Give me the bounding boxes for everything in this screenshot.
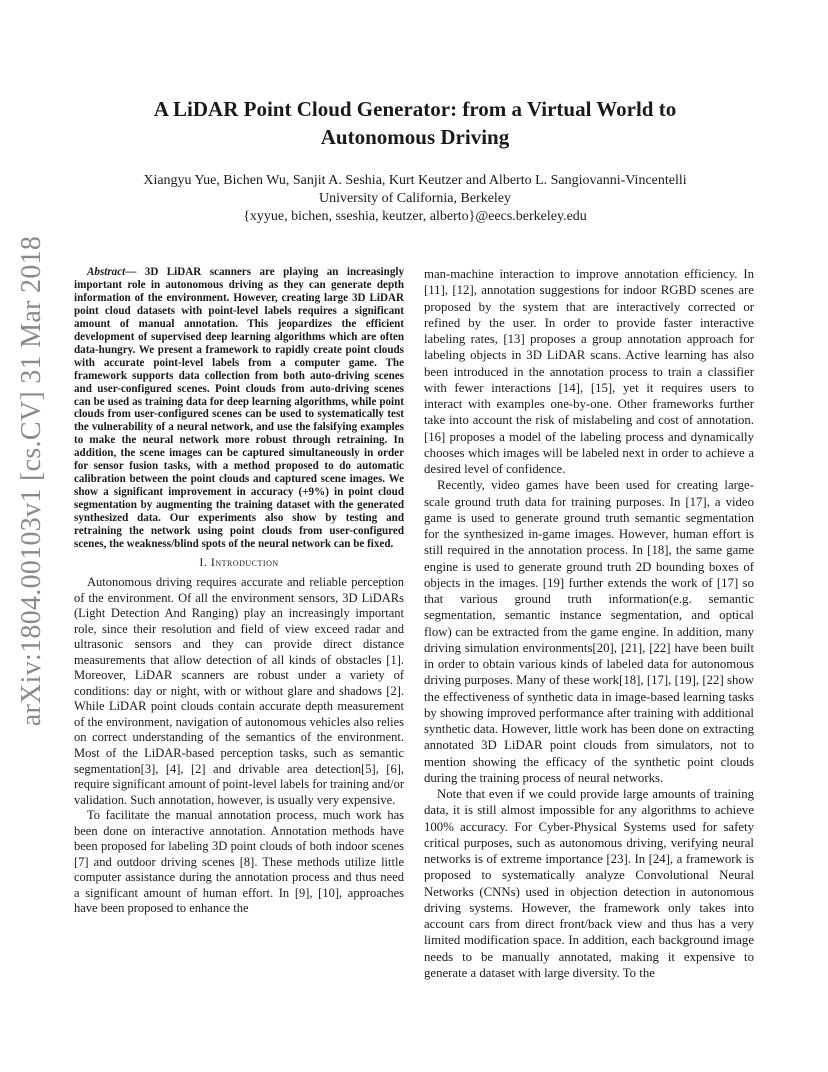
author-emails: {xyyue, bichen, sseshia, keutzer, alberto}@eecs.berkeley.edu <box>243 209 587 224</box>
body-paragraph: To facilitate the manual annotation process, much work has been done on interactive annotation. Annotation methods have been proposed for labeling 3D point clouds of both indoor scenes [7] and outdoor driving scenes [8]. These methods utilize little computer assistance during the annotation process and thus need a significant amount of human effort. In [9], [10], approaches have been proposed to enhance the <box>74 808 404 916</box>
section-heading: I. Introduction <box>199 554 279 569</box>
abstract-label: Abstract <box>87 266 126 278</box>
author-block <box>60 172 770 226</box>
body-paragraph: Note that even if we could provide large amounts of training data, it is still almost impossible for any algorithms to achieve 100% accuracy. For Cyber-Physical Systems used for safety critical purposes, such as autonomous driving, verifying neural networks is of extreme importance [23]. In [24], a framework is proposed to systematically analyze Convolutional Neural Networks (CNNs) used in objection detection in autonomous driving systems. However, the framework only takes into account cars from direct front/back view and thus has a very limited modification space. In addition, each background image needs to be manually annotated, making it expensive to generate a dataset with large diversity. To the <box>424 787 754 980</box>
paper-title: A LiDAR Point Cloud Generator: from a Virtual World to Autonomous Driving <box>153 97 677 149</box>
left-column <box>74 266 404 917</box>
author-names: Xiangyu Yue, Bichen Wu, Sanjit A. Seshia, Kurt Keutzer and Alberto L. Sangiovanni-Vincentelli <box>143 173 687 188</box>
body-paragraph: Recently, video games have been used for creating large-scale ground truth data for training purposes. In [17], a video game is used to generate ground truth semantic segmentation for the synthesized in-game images. However, human effort is still required in the annotation process. In [18], the same game engine is used to generate ground truth 2D bounding boxes of objects in the images. [19] further extends the work of [17] so that various ground truth information(e.g. semantic segmentation, semantic instance segmentation, and optical flow) can be extracted from the game engine. In addition, many driving simulation environments[20], [21], [22] have been built in order to obtain various kinds of labeled data for autonomous driving purposes. Many of these work[18], [17], [19], [22] show the effectiveness of synthetic data in image-based learning tasks by showing improved performance after training with additional synthetic data. However, little work has been done on extracting annotated 3D LiDAR point clouds from simulators, not to mention showing the efficacy of the synthetic point clouds during the training process of neural networks. <box>424 478 754 785</box>
abstract-dash: — <box>125 266 145 278</box>
abstract <box>74 266 404 551</box>
body-paragraph: Autonomous driving requires accurate and reliable perception of the environment. Of all the environment sensors, 3D LiDARs (Light Detection And Ranging) play an increasingly important role, since their resolution and field of view exceed radar and ultrasonic sensors and they can provide direct distance measurements that allow detection of all kinds of obstacles [1]. Moreover, LiDAR scanners are robust under a variety of conditions: day or night, with or without glare and shadows [2]. While LiDAR point clouds contain accurate depth measurement of the environment, navigation of autonomous vehicles also relies on correct understanding of the semantics of the environment. Most of the LiDAR-based perception tasks, such as semantic segmentation[3], [4], [2] and drivable area detection[5], [6], require significant amount of point-level labels for training and/or validation. Such annotation, however, is usually very expensive. <box>74 574 404 807</box>
arxiv-stamp: arXiv:1804.00103v1 [cs.CV] 31 Mar 2018 <box>16 235 47 727</box>
abstract-text: 3D LiDAR scanners are playing an increasingly important role in autonomous driving as they can generate depth information of the environment. However, creating large 3D LiDAR point cloud datasets with point-level labels requires a significant amount of manual annotation. This jeopardizes the efficient development of supervised deep learning algorithms which are often data-hungry. We present a framework to rapidly create point clouds with accurate point-level labels from a computer game. The framework supports data collection from both auto-driving scenes and user-configured scenes. Point clouds from auto-driving scenes can be used as training data for deep learning algorithms, while point clouds from user-configured scenes can be used to systematically test the vulnerability of a neural network, and use the falsifying examples to make the neural network more robust through retraining. In addition, the scene images can be captured simultaneously in order for sensor fusion tasks, with a method proposed to do automatic calibration between the point clouds and captured scene images. We show a significant improvement in accuracy (+9%) in point cloud segmentation by augmenting the training dataset with the generated synthesized data. Our experiments also show by testing and retraining the network using point clouds from user-configured scenes, the weakness/blind spots of the neural network can be fixed. <box>74 266 404 551</box>
body-paragraph: man-machine interaction to improve annotation efficiency. In [11], [12], annotation suggestions for indoor RGBD scenes are proposed by the system that are interactively corrected or refined by the user. In order to provide faster interactive labeling rates, [13] proposes a group annotation approach for labeling objects in 3D LiDAR scans. Active learning has also been introduced in the annotation process to train a classifier with fewer interactions [14], [15], yet it requires users to interact with examples one-by-one. Other frameworks further take into account the risk of mislabeling and cost of annotation. [16] proposes a model of the labeling process and dynamically chooses which images will be labeled next in order to achieve a desired level of confidence. <box>424 267 754 476</box>
right-column <box>424 266 754 981</box>
author-affiliation: University of California, Berkeley <box>318 191 512 206</box>
